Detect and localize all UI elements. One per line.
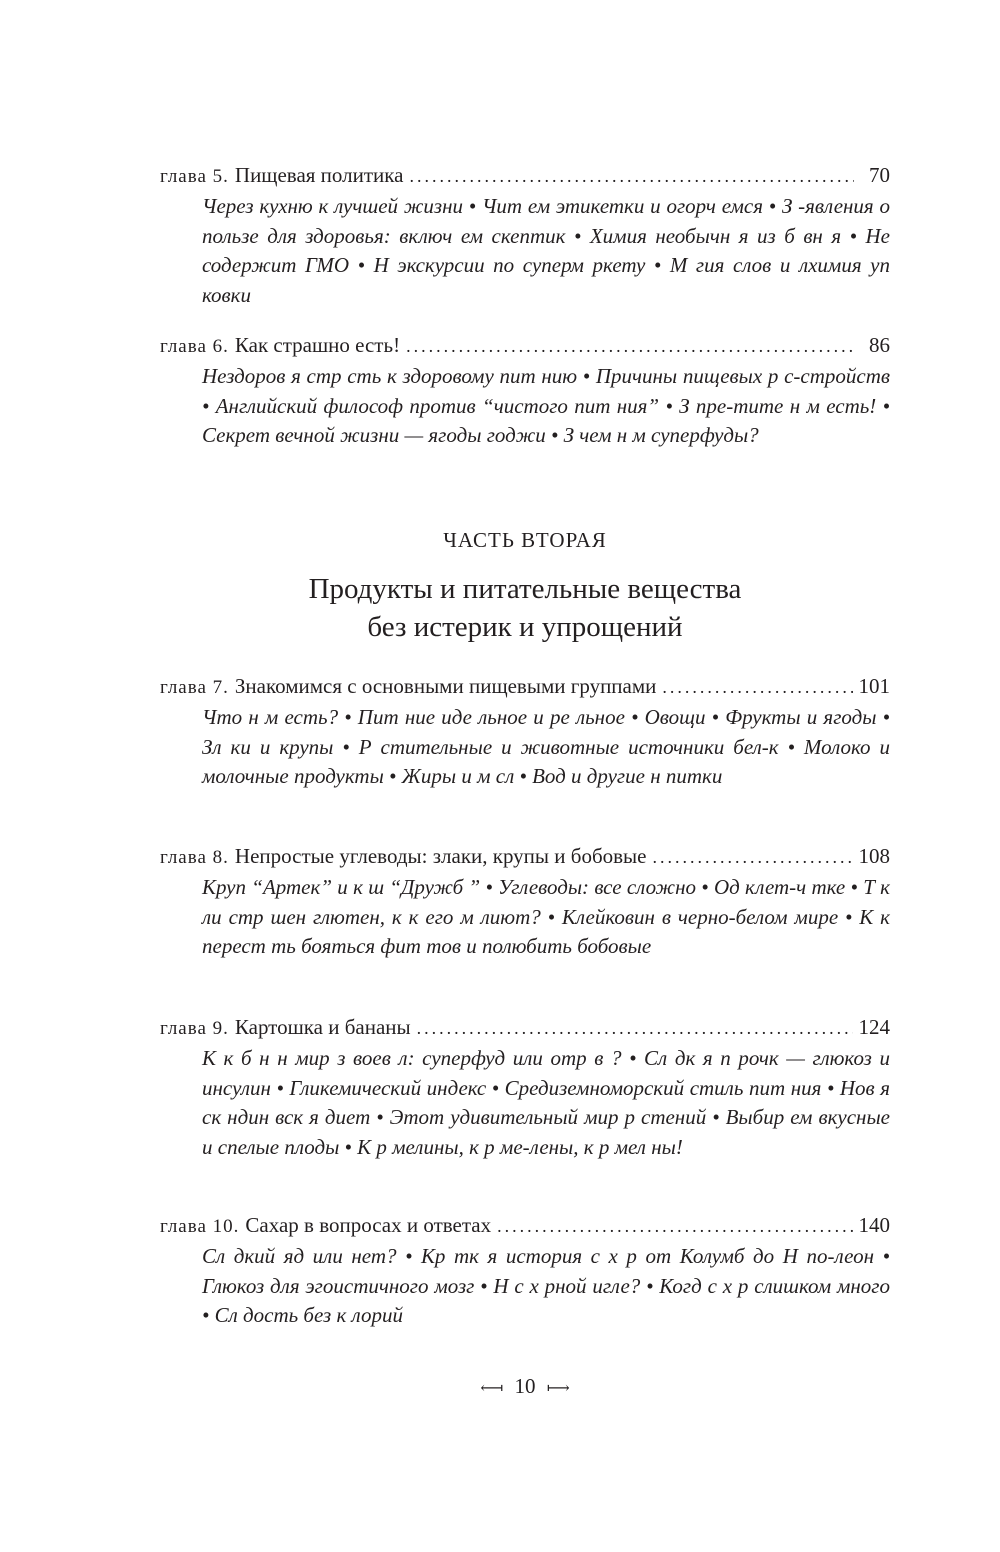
- page-number: 140: [858, 1213, 890, 1237]
- toc-entry-heading: [160, 841, 890, 873]
- chapter-title: Картошка и бананы: [234, 1015, 411, 1039]
- chapter-label: глава 10.: [160, 1216, 240, 1237]
- page-number: 86: [869, 333, 890, 357]
- toc-entry-chapter-8[interactable]: [160, 841, 890, 962]
- leader-dots: [497, 1211, 852, 1241]
- chapter-label: глава 5.: [160, 166, 229, 187]
- chapter-title: Пищевая политика: [234, 163, 404, 187]
- chapter-title: Как страшно есть!: [234, 333, 401, 357]
- toc-entry-chapter-9[interactable]: [160, 1012, 890, 1162]
- chapter-label: глава 7.: [160, 677, 229, 698]
- part-title-line-1: Продукты и питательные вещества: [308, 573, 742, 605]
- leader-dots: [653, 842, 853, 872]
- chapter-label: глава 6.: [160, 336, 229, 357]
- chapter-label: глава 9.: [160, 1018, 229, 1039]
- toc-entry-chapter-6[interactable]: [160, 330, 890, 451]
- chapter-description: Нездоров я стр сть к здоровому пит нию • Причины пищевых р с-стройств • Английский философ против “чистого пит ния” • З пре-тите н м есть! • Секрет вечной жизни — ягоды годжи • З чем н м суперфуды?: [202, 364, 890, 448]
- folio-number: 10: [514, 1374, 536, 1398]
- chapter-description: Что н м есть? • Пит ние иде льное и ре льное • Овощи • Фрукты и ягоды • Зл ки и крупы • Р стительные и животные источники бел-к • Молоко и молочные продукты • Жиры и м сл • Вод и другие н питки: [202, 705, 890, 789]
- chapter-title: Знакомимся с основными пищевыми группами: [234, 674, 657, 698]
- chapter-title: Сахар в вопросах и ответах: [245, 1213, 492, 1237]
- leader-dots: [409, 161, 854, 191]
- chapter-description: Через кухню к лучшей жизни • Чит ем этикетки и огорч емся • З -явления о пользе для здоровья: включ ем скептик • Химия необычн я из б вн я • Не содержит ГМО • Н экскурсии по суперм ркету • М гия слов и лхимия уп ковки: [202, 194, 890, 307]
- toc-entry-heading: [160, 330, 890, 362]
- page-number: 101: [858, 674, 890, 698]
- leader-dots: [417, 1013, 853, 1043]
- toc-entry-chapter-5[interactable]: [160, 160, 890, 310]
- chapter-description: Круп “Артек” и к ш “Дружб ” • Углеводы: все сложно • Од клет-ч тке • Т к ли стр шен глютен, к к его м лиют? • Клейковин в черно-белом мире • К к перест ть бояться фит тов и полюбить бобовые: [202, 875, 890, 959]
- page-number: 70: [869, 163, 890, 187]
- part-label: ЧАСТЬ ВТОРАЯ: [443, 528, 607, 552]
- page-folio: [0, 1374, 1000, 1399]
- chapter-title: Непростые углеводы: злаки, крупы и бобовые: [234, 844, 647, 868]
- toc-entry-heading: [160, 671, 890, 703]
- part-title: [0, 570, 1000, 646]
- toc-entry-heading: [160, 1012, 890, 1044]
- leader-dots: [662, 672, 852, 702]
- chapter-description: Сл дкий яд или нет? • Кр тк я история с х р от Колумб до Н по-леон • Глюкоз для эгоистичного мозг • Н с х рной игле? • Когд с х р слишком много • Сл дость без к лорий: [202, 1244, 890, 1328]
- chapter-description: К к б н н мир з воев л: суперфуд или отр в ? • Сл дк я п рочк — глюкоз и инсулин • Гликемический индекс • Средиземноморский стиль пит ния • Нов я ск ндин вск я диет • Этот удивительный мир р стений • Выбир ем вкусные и спелые плоды • К р мелины, к р ме-лены, к р мел ны!: [202, 1046, 890, 1159]
- ornament-right-icon: ⟼: [546, 1380, 570, 1397]
- toc-entry-chapter-10[interactable]: [160, 1210, 890, 1331]
- toc-entry-chapter-7[interactable]: [160, 671, 890, 792]
- chapter-label: глава 8.: [160, 847, 229, 868]
- toc-entry-heading: [160, 1210, 890, 1242]
- part-title-line-2: без истерик и упрощений: [367, 611, 683, 643]
- page-number: 124: [858, 1015, 890, 1039]
- leader-dots: [406, 331, 854, 361]
- page-number: 108: [858, 844, 890, 868]
- ornament-left-icon: ⟻: [480, 1380, 504, 1397]
- toc-entry-heading: [160, 160, 890, 192]
